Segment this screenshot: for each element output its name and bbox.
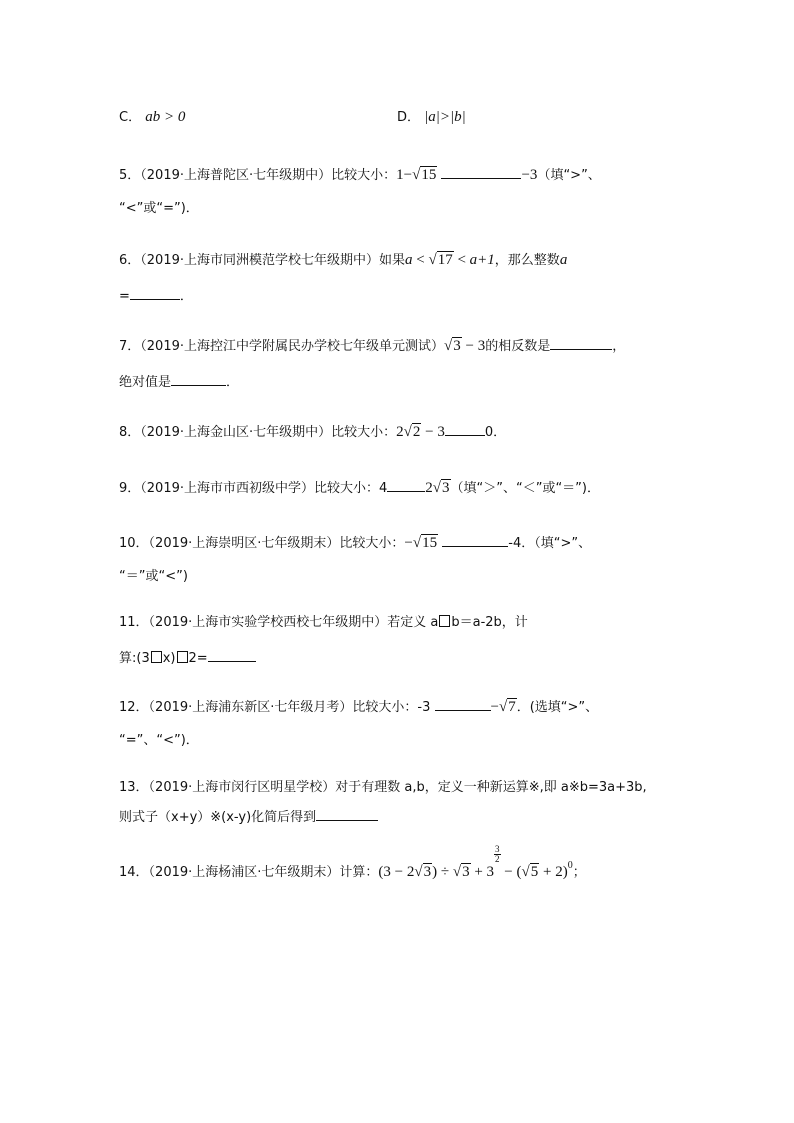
q10-sqrt: √15 <box>412 535 438 551</box>
q5-radicand: 15 <box>421 167 437 183</box>
question-8 <box>119 421 506 443</box>
q11-box-operator-icon-3 <box>177 651 188 663</box>
q5-tail: （填“>”、 <box>537 168 601 183</box>
q9-sqrt: √3 <box>432 480 450 496</box>
q7-radicand: 3 <box>453 338 461 354</box>
q8-expr-right: − 3 <box>421 424 445 440</box>
q11-answer-blank[interactable] <box>208 647 256 662</box>
q7-expr-right: − 3 <box>461 338 486 354</box>
q5-expr-left: 1− <box>396 167 413 183</box>
option-d <box>397 107 466 128</box>
q6-expr-b: a+1 <box>469 252 495 268</box>
option-c-expr: ab > 0 <box>145 109 186 125</box>
q5-source: 5．（2019·上海普陀区·七年级期中）比较大小： <box>119 168 397 183</box>
q5-expr-right: −3 <box>521 167 538 183</box>
q6-radicand: 17 <box>437 252 453 268</box>
q5-answer-blank[interactable] <box>441 164 521 179</box>
question-11-line2 <box>119 647 256 669</box>
q8-coef: 2 <box>396 424 404 440</box>
q14-p3: + 3 <box>470 864 495 880</box>
q14-p5: + 2) <box>539 864 568 880</box>
q7-answer-blank-2[interactable] <box>171 371 226 386</box>
q6-lt1: < <box>412 252 429 268</box>
q14-exp-top: 3 <box>495 844 500 854</box>
question-6 <box>119 250 567 271</box>
q11-line2-c: 2= <box>188 651 208 666</box>
q6-var: a <box>559 252 568 268</box>
q11-box-operator-icon-2 <box>151 651 162 663</box>
q12-source: 12．（2019·上海浦东新区·七年级月考）比较大小：-3 <box>119 700 431 715</box>
q14-p1: (3 − 2 <box>378 864 415 880</box>
q11-box-operator-icon <box>439 615 450 627</box>
q11-line2-b: x) <box>162 651 176 666</box>
q7-source: 7．（2019·上海控江中学附属民办学校七年级单元测试） <box>119 339 444 354</box>
q11-source: 11．（2019·上海市实验学校西校七年级期中）若定义 a <box>119 615 439 630</box>
question-7 <box>119 335 625 357</box>
question-11 <box>119 613 528 633</box>
q8-radicand: 2 <box>412 424 421 440</box>
question-10 <box>119 532 591 554</box>
q6-sqrt: √17 <box>428 252 453 268</box>
q12-radicand: 7 <box>508 699 516 715</box>
q9-source: 9．（2019·上海市市西初级中学）比较大小：4 <box>119 481 388 496</box>
q7-line2-suffix: ． <box>226 375 240 390</box>
q13-answer-blank[interactable] <box>316 806 378 821</box>
question-12 <box>119 696 598 718</box>
option-c-label: C． <box>119 110 142 125</box>
q10-radicand: 15 <box>422 535 438 551</box>
q14-radicand-3: 5 <box>530 864 539 880</box>
question-7-line2 <box>119 371 239 393</box>
q7-line2-prefix: 绝对值是 <box>119 375 172 390</box>
q14-exponent-fraction <box>494 845 501 864</box>
q12-sqrt: √7 <box>498 699 516 715</box>
q14-tail: ； <box>572 865 586 880</box>
q6-var-a: a <box>405 252 413 268</box>
q7-sqrt: √3 <box>444 338 461 354</box>
q14-p4: − ( <box>500 864 522 880</box>
q6-line2-prefix: = <box>119 289 130 304</box>
q13-line2-text: 则式子（x+y）※(x-y)化简后得到 <box>119 810 317 825</box>
question-13: 13．（2019·上海市闵行区明星学校）对于有理数 a,b，定义一种新运算※,即 a※b=3a+3b, <box>119 780 647 795</box>
q9-coef: 2 <box>425 480 433 496</box>
option-d-label: D． <box>397 110 421 125</box>
q8-answer-blank[interactable] <box>445 421 485 436</box>
q7-tail: ， <box>612 339 626 354</box>
q6-lt2: < <box>453 252 470 268</box>
q14-sqrt-2: √3 <box>452 864 470 880</box>
option-d-expr: |a|>|b| <box>424 109 466 125</box>
q9-tail: （填“＞”、“＜”或“＝”)． <box>450 481 600 496</box>
q14-source: 14．（2019·上海杨浦区·七年级期末）计算： <box>119 865 379 880</box>
q8-tail: 0． <box>484 425 507 440</box>
q7-mid: 的相反数是 <box>485 339 551 354</box>
q8-source: 8．（2019·上海金山区·七年级期中）比较大小： <box>119 425 397 440</box>
q11-def-mid: b＝a-2b，计 <box>451 615 528 630</box>
question-5 <box>119 164 601 186</box>
q6-line2-suffix: ． <box>179 289 193 304</box>
question-14 <box>119 844 586 884</box>
q14-radicand-1: 3 <box>423 864 432 880</box>
q10-tail: -4．（填“>”、 <box>508 536 592 551</box>
q8-sqrt: √2 <box>403 424 421 440</box>
question-10-line2: “＝”或“<”) <box>119 569 188 584</box>
q14-p2: ) ÷ <box>432 864 453 880</box>
question-6-line2 <box>119 285 193 307</box>
question-9 <box>119 477 600 499</box>
q10-source: 10．（2019·上海崇明区·七年级期末）比较大小： <box>119 536 405 551</box>
q14-sqrt-3: √5 <box>521 864 539 880</box>
q10-answer-blank[interactable] <box>442 532 508 547</box>
question-5-line2: “<”或“=”)． <box>119 201 199 216</box>
q6-mid: ，那么整数 <box>494 253 560 268</box>
q5-sqrt: √15 <box>412 167 437 183</box>
q12-answer-blank[interactable] <box>435 696 491 711</box>
q12-neg: − <box>490 699 499 715</box>
option-c <box>119 107 185 128</box>
q9-answer-blank[interactable] <box>387 477 425 492</box>
q9-radicand: 3 <box>442 480 450 496</box>
q14-sqrt-1: √3 <box>414 864 432 880</box>
q12-tail: ．(选填“>”、 <box>516 700 599 715</box>
q14-exp-zero: 0 <box>567 860 573 871</box>
q6-answer-blank[interactable] <box>130 285 180 300</box>
question-13-line2 <box>119 806 378 828</box>
q7-answer-blank-1[interactable] <box>550 335 612 350</box>
q14-exp-bot: 2 <box>495 854 500 864</box>
q11-line2-a: 算:(3 <box>119 651 150 666</box>
q6-source: 6．（2019·上海市同洲模范学校七年级期中）如果 <box>119 253 405 268</box>
question-12-line2: “=”、“<”)． <box>119 733 199 748</box>
q14-radicand-2: 3 <box>462 864 470 880</box>
q10-neg: − <box>404 535 413 551</box>
